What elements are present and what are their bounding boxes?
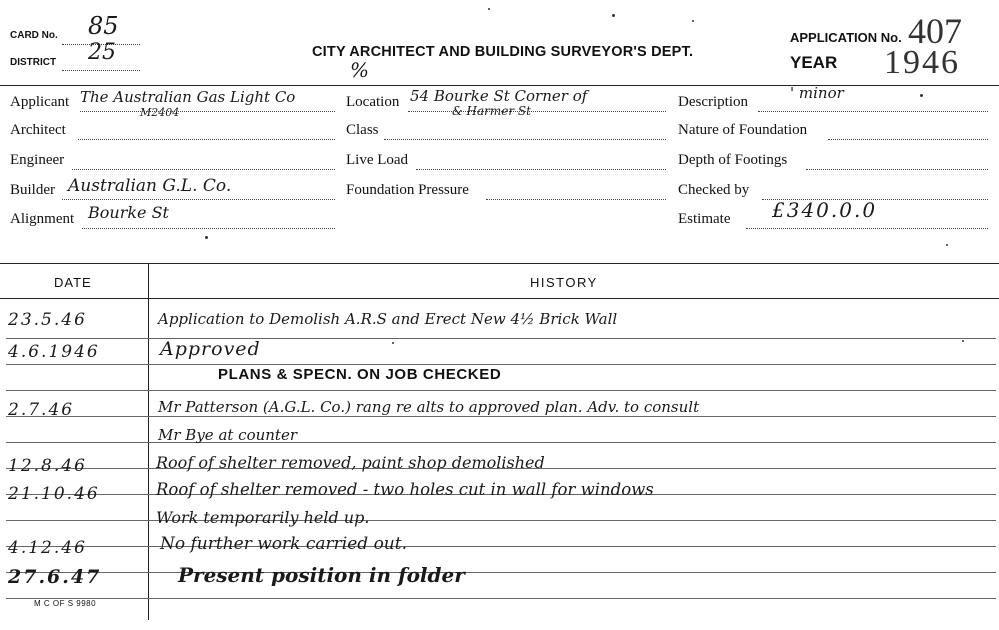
applicant-line bbox=[80, 111, 335, 112]
history-entry-text: Mr Bye at counter bbox=[158, 426, 298, 444]
scan-speck bbox=[392, 342, 394, 344]
history-entry-date: 12.8.46 bbox=[8, 456, 87, 476]
estimate-line bbox=[746, 228, 988, 229]
card-no-value: 85 bbox=[88, 12, 119, 40]
builder-label: Builder bbox=[10, 182, 55, 198]
header-divider bbox=[0, 85, 999, 86]
history-entry-text: Present position in folder bbox=[178, 563, 465, 587]
application-value: 407 bbox=[908, 11, 962, 51]
scan-speck bbox=[488, 8, 490, 10]
dept-title: CITY ARCHITECT AND BUILDING SURVEYOR'S DEPT. bbox=[312, 44, 694, 60]
application-label: APPLICATION No. bbox=[790, 30, 902, 45]
alignment-label: Alignment bbox=[10, 211, 75, 227]
foundation-pressure-label: Foundation Pressure bbox=[346, 182, 469, 198]
history-entry-date: 2.7.46 bbox=[8, 400, 75, 420]
location-value: 54 Bourke St Corner of bbox=[410, 87, 588, 105]
engineer-label: Engineer bbox=[10, 152, 65, 168]
history-entry-text: Roof of shelter removed, paint shop demolished bbox=[156, 453, 545, 472]
builder-line bbox=[62, 199, 335, 200]
dept-note: % bbox=[350, 58, 370, 82]
history-entry-date: 23.5.46 bbox=[8, 310, 87, 330]
ruled-line bbox=[6, 546, 996, 547]
scan-speck bbox=[692, 20, 694, 22]
alignment-value: Bourke St bbox=[88, 203, 169, 222]
location-value-2: & Harmer St bbox=[452, 104, 531, 118]
location-line bbox=[408, 111, 666, 112]
ruled-line bbox=[6, 572, 996, 573]
description-line bbox=[758, 111, 988, 112]
depth-of-footings-line bbox=[806, 169, 988, 170]
architect-label: Architect bbox=[10, 122, 66, 138]
builder-value: Australian G.L. Co. bbox=[68, 176, 232, 196]
history-entry-text: Work temporarily held up. bbox=[156, 508, 370, 527]
ruled-line bbox=[6, 598, 996, 599]
history-entry-text: Mr Patterson (A.G.L. Co.) rang re alts to approved plan. Adv. to consult bbox=[158, 398, 700, 416]
history-entry-text: No further work carried out. bbox=[160, 534, 407, 554]
district-value: 25 bbox=[88, 40, 116, 65]
class-line bbox=[384, 139, 666, 140]
history-entry-date: 27.6.47 bbox=[8, 566, 102, 588]
district-label: DISTRICT bbox=[10, 57, 57, 68]
applicant-value: The Australian Gas Light Co bbox=[80, 88, 296, 106]
scan-speck bbox=[962, 340, 964, 342]
scan-speck bbox=[612, 14, 615, 17]
history-entry-date: 4.12.46 bbox=[8, 538, 87, 558]
applicant-note: M2404 bbox=[140, 106, 180, 119]
scan-speck bbox=[920, 94, 923, 97]
ruled-line bbox=[6, 390, 996, 391]
year-value: 1946 bbox=[884, 44, 960, 81]
applicant-label: Applicant bbox=[10, 94, 70, 110]
foundation-pressure-line bbox=[486, 199, 666, 200]
stamp-plans-checked: PLANS & SPECN. ON JOB CHECKED bbox=[218, 366, 502, 383]
ruled-line bbox=[6, 520, 996, 521]
history-column-header: HISTORY bbox=[530, 275, 598, 290]
history-entry-date: 21.10.46 bbox=[8, 484, 100, 504]
history-entry-date: 4.6.1946 bbox=[8, 342, 100, 362]
nature-of-foundation-label: Nature of Foundation bbox=[678, 122, 808, 138]
table-top-border bbox=[0, 263, 999, 264]
nature-of-foundation-line bbox=[828, 139, 988, 140]
live-load-line bbox=[416, 169, 666, 170]
district-line bbox=[62, 70, 140, 71]
history-entry-text: Approved bbox=[160, 338, 261, 360]
architect-line bbox=[78, 139, 335, 140]
year-label: YEAR bbox=[790, 53, 838, 72]
depth-of-footings-label: Depth of Footings bbox=[678, 152, 788, 168]
history-entry-text: Roof of shelter removed - two holes cut in wall for windows bbox=[156, 480, 654, 499]
live-load-label: Live Load bbox=[346, 152, 409, 168]
date-column-header: DATE bbox=[54, 275, 92, 290]
engineer-line bbox=[72, 169, 335, 170]
form-code: M C OF S 9980 bbox=[34, 599, 97, 608]
header-row-divider bbox=[0, 298, 999, 299]
estimate-label: Estimate bbox=[678, 211, 731, 227]
estimate-value: £340.0.0 bbox=[772, 198, 878, 222]
checked-by-label: Checked by bbox=[678, 182, 750, 198]
ruled-line bbox=[6, 364, 996, 365]
class-label: Class bbox=[346, 122, 379, 138]
ruled-line bbox=[6, 338, 996, 339]
scan-speck bbox=[205, 236, 208, 239]
alignment-line bbox=[82, 228, 335, 229]
ruled-line bbox=[6, 442, 996, 443]
card-no-label: CARD No. bbox=[10, 30, 58, 41]
ruled-line bbox=[6, 416, 996, 417]
description-label: Description bbox=[678, 94, 748, 110]
scan-speck bbox=[946, 244, 948, 246]
location-label: Location bbox=[346, 94, 400, 110]
description-value: ' minor bbox=[790, 84, 844, 102]
history-entry-text: Application to Demolish A.R.S and Erect New 4½ Brick Wall bbox=[158, 310, 618, 328]
